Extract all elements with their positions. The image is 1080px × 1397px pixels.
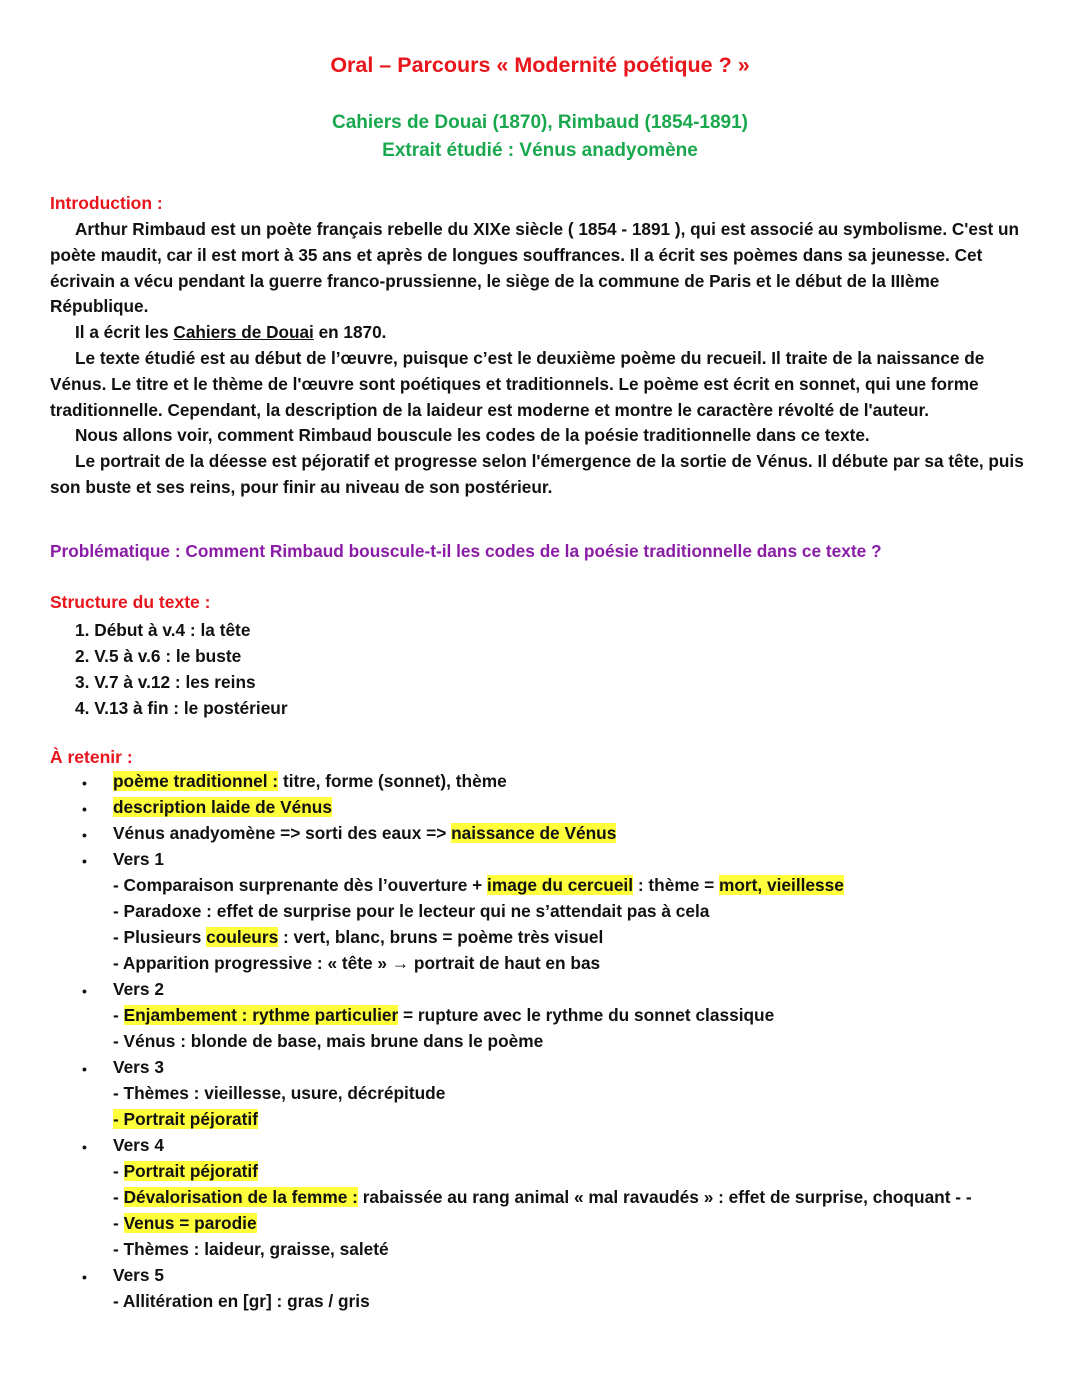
item-text: = rupture avec le rythme du sonnet classique	[398, 1005, 775, 1025]
bullet-dot: •	[82, 827, 87, 843]
item-text: : vert, blanc, bruns = poème très visuel	[278, 927, 604, 947]
highlight: Enjambement : rythme particulier	[123, 1005, 399, 1025]
item-text: : thème =	[633, 875, 719, 895]
intro-paragraph: Le portrait de la déesse est péjoratif et progresse selon l'émergence de la sortie de Vénus. Il débute par sa tête, puis son buste et ses reins, pour finir au niveau de son postérieur.	[50, 451, 1024, 497]
item-text: -	[113, 1161, 124, 1181]
list-item	[113, 797, 332, 818]
highlight: poème traditionnel :	[113, 771, 279, 791]
subtitle-work: Cahiers de Douai (1870), Rimbaud (1854-1891)	[331, 112, 749, 133]
list-item: - Apparition progressive : « tête » → portrait de haut en bas	[113, 953, 601, 973]
list-item: - Paradoxe : effet de surprise pour le lecteur qui ne s’attendait pas à cela	[113, 901, 710, 921]
verse-label: Vers 2	[113, 979, 164, 999]
list-item: - Allitération en [gr] : gras / gris	[113, 1291, 370, 1311]
bullet-dot: •	[82, 801, 87, 817]
bullet-dot: •	[82, 983, 87, 999]
list-item: 1. Début à v.4 : la tête	[75, 620, 251, 640]
verse-label: Vers 3	[113, 1057, 164, 1077]
intro-paragraph: Arthur Rimbaud est un poète français rebelle du XIXe siècle ( 1854 - 1891 ), qui est associé au symbolisme. C'est un poète maudit, car il est mort à 35 ans et après de longues souffrances. Il a écrit ses poèmes dans sa jeunesse. Cet écrivain a vécu pendant la guerre franco-prussienne, le siège de la commune de Paris et le début de la IIIème République.	[50, 219, 1019, 317]
item-text: -	[113, 1005, 124, 1025]
list-item: 2. V.5 à v.6 : le buste	[75, 646, 242, 666]
problematique: Problématique : Comment Rimbaud bouscule-t-il les codes de la poésie traditionnelle dans ce texte ?	[50, 541, 882, 561]
subtitle-extract: Extrait étudié : Vénus anadyomène	[382, 140, 698, 161]
highlight: image du cercueil	[487, 875, 634, 895]
highlight: mort, vieillesse	[719, 875, 844, 895]
bullet-dot: •	[82, 853, 87, 869]
structure-heading: Structure du texte :	[50, 592, 211, 612]
list-item	[113, 1187, 972, 1208]
list-item	[113, 1109, 258, 1130]
introduction-body	[50, 217, 1035, 501]
highlight: Portrait péjoratif	[123, 1161, 258, 1181]
verse-label: Vers 1	[113, 849, 164, 869]
bullet-dot: •	[82, 775, 87, 791]
list-item	[113, 927, 603, 948]
highlight: couleurs	[206, 927, 279, 947]
page-title: Oral – Parcours « Modernité poétique ? »	[330, 53, 750, 77]
intro-paragraph	[50, 320, 1035, 346]
work-title: Cahiers de Douai	[173, 322, 314, 343]
item-text: - Plusieurs	[113, 927, 207, 947]
highlight: Dévalorisation de la femme :	[123, 1187, 358, 1207]
list-item	[113, 771, 507, 792]
introduction-heading: Introduction :	[50, 193, 163, 213]
highlight: naissance de Vénus	[451, 823, 617, 843]
list-item: 3. V.7 à v.12 : les reins	[75, 672, 256, 692]
bullet-dot: •	[82, 1061, 87, 1077]
verse-label: Vers 4	[113, 1135, 164, 1155]
highlight: - Portrait péjoratif	[113, 1109, 258, 1129]
intro-text: en 1870.	[313, 322, 387, 343]
retenir-heading: À retenir :	[50, 747, 133, 767]
item-text: -	[113, 1187, 124, 1207]
intro-paragraph: Nous allons voir, comment Rimbaud bouscule les codes de la poésie traditionnelle dans ce texte.	[75, 425, 870, 446]
item-text: -	[113, 1213, 124, 1233]
list-item: - Vénus : blonde de base, mais brune dans le poème	[113, 1031, 544, 1051]
verse-label: Vers 5	[113, 1265, 164, 1285]
list-item	[113, 875, 844, 896]
list-item: - Thèmes : vieillesse, usure, décrépitude	[113, 1083, 446, 1103]
list-item: - Thèmes : laideur, graisse, saleté	[113, 1239, 389, 1259]
item-text: titre, forme (sonnet), thème	[278, 771, 507, 791]
highlight: description laide de Vénus	[113, 797, 332, 817]
item-text: Vénus anadyomène => sorti des eaux =>	[113, 823, 452, 843]
list-item	[113, 823, 616, 844]
item-text: rabaissée au rang animal « mal ravaudés » : effet de surprise, choquant - -	[357, 1187, 972, 1207]
intro-text: Il a écrit les	[75, 322, 174, 343]
structure-list	[75, 617, 288, 721]
list-item	[113, 1161, 258, 1182]
bullet-dot: •	[82, 1139, 87, 1155]
highlight: Venus = parodie	[123, 1213, 257, 1233]
list-item	[113, 1005, 774, 1026]
intro-paragraph: Le texte étudié est au début de l’œuvre, puisque c’est le deuxième poème du recueil. Il traite de la naissance de Vénus. Le titre et le thème de l'œuvre sont poétiques et traditionnels. Le poème est écrit en sonnet, qui une forme traditionnelle. Cependant, la description de la laideur est moderne et montre le caractère révolté de l'auteur.	[50, 347, 985, 420]
bullet-dot: •	[82, 1269, 87, 1285]
list-item	[113, 1213, 257, 1234]
item-text: - Comparaison surprenante dès l’ouverture +	[113, 875, 488, 895]
list-item: 4. V.13 à fin : le postérieur	[75, 698, 288, 718]
